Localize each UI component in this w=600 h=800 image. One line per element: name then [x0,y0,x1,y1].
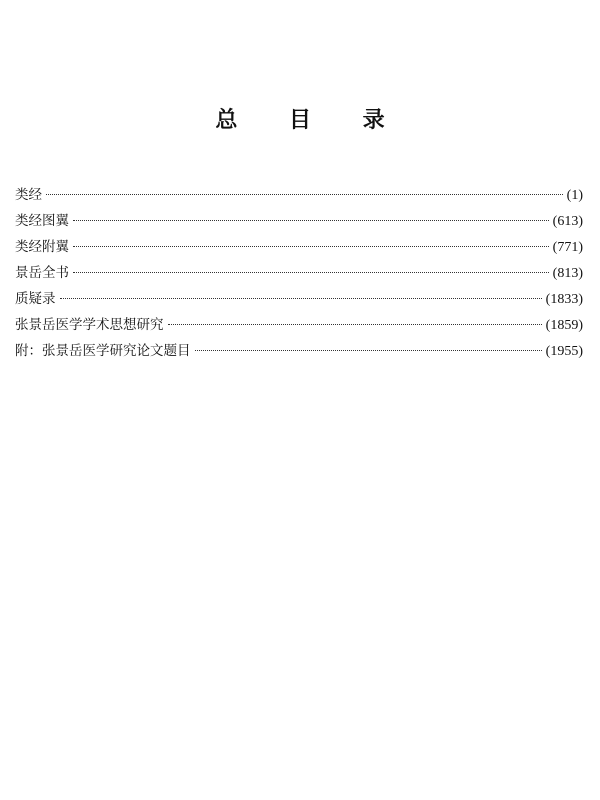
toc-entry-label: 景岳全书 [15,265,69,281]
toc-entry [15,338,583,364]
toc-entry-page: (1833) [545,292,583,307]
toc-entry [15,182,583,208]
toc-entry-label: 类经 [15,187,42,203]
toc-entry-page: (813) [552,266,583,281]
toc-entry-label: 附：张景岳医学研究论文题目 [15,343,191,359]
toc-entry [15,234,583,260]
toc-entry [15,312,583,338]
toc-entry [15,286,583,312]
toc-entry-page: (1859) [545,318,583,333]
toc-leader-dots [73,272,549,273]
toc-entry [15,260,583,286]
toc-entry-label: 张景岳医学学术思想研究 [15,317,164,333]
toc-leader-dots [60,298,542,299]
page-title: 总 目 录 [215,108,407,133]
toc-leader-dots [168,324,542,325]
toc-entry-page: (1) [566,188,583,203]
toc-entry [15,208,583,234]
toc-leader-dots [195,350,542,351]
toc-entry-page: (613) [552,214,583,229]
toc-entry-label: 类经图翼 [15,213,69,229]
table-of-contents [15,182,583,364]
toc-leader-dots [46,194,563,195]
toc-entry-page: (771) [552,240,583,255]
toc-entry-label: 类经附翼 [15,239,69,255]
toc-leader-dots [73,220,549,221]
toc-entry-label: 质疑录 [15,291,56,307]
toc-leader-dots [73,246,549,247]
toc-entry-page: (1955) [545,344,583,359]
